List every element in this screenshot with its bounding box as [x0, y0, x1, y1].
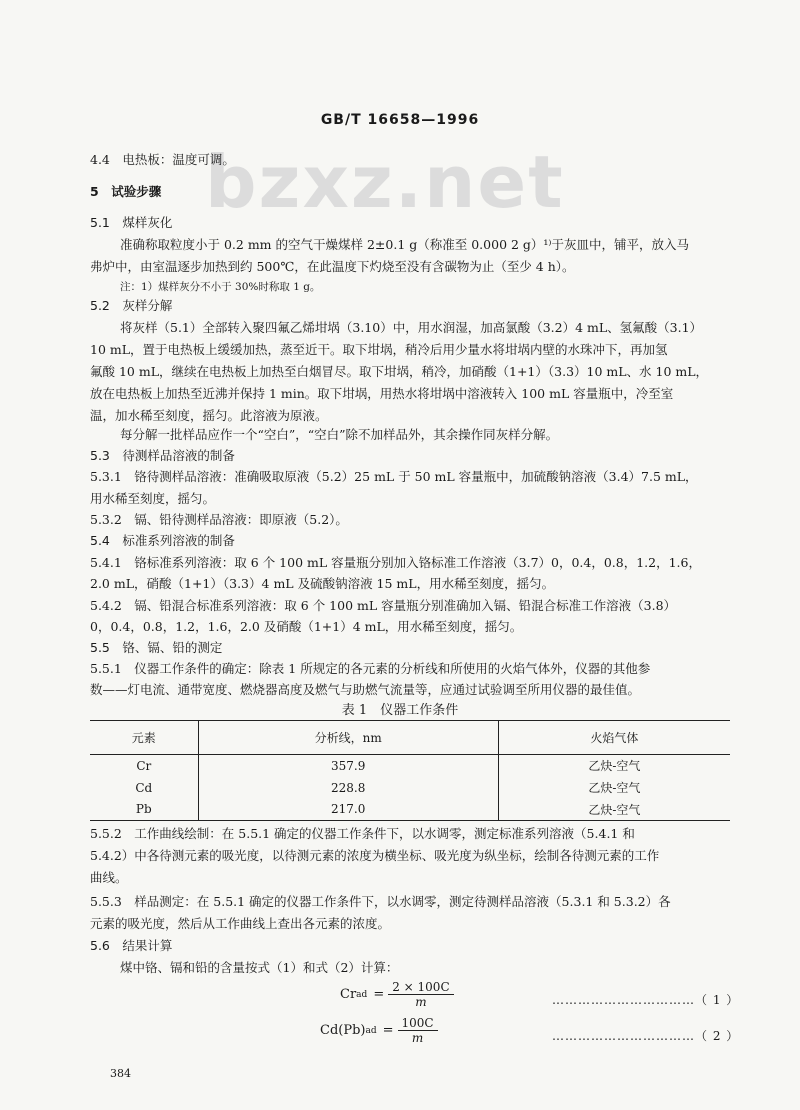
formula-subscript: ad: [356, 989, 368, 1000]
paragraph-line: 放在电热板上加热至近沸并保持 1 min。取下坩埚，用热水将坩埚中溶液转入 100 mL 容量瓶中，冷至室: [90, 386, 674, 401]
formula-denominator: m: [415, 995, 427, 1009]
paragraph-line: 温，加水稀至刻度，摇匀。此溶液为原液。: [90, 408, 328, 423]
page-header: GB/T 16658—1996: [320, 112, 480, 128]
clause-5-5-2: 5.5.2 工作曲线绘制：在 5.5.1 确定的仪器工作条件下，以水调零，测定标准系列溶液（5.4.1 和: [90, 826, 635, 841]
page-number: 384: [110, 1067, 131, 1080]
clause-5-5-1: 5.5.1 仪器工作条件的确定：除表 1 所规定的各元素的分析线和所使用的火焰气体外，仪器的其他参: [90, 661, 651, 676]
clause-5-2-title: 5.2 灰样分解: [90, 298, 173, 313]
paragraph-line: 将灰样（5.1）全部转入聚四氟乙烯坩埚（3.10）中，用水润湿，加高氯酸（3.2）4 mL、氢氟酸（3.1）: [120, 320, 703, 335]
clause-5-3-title: 5.3 待测样品溶液的制备: [90, 448, 235, 463]
clause-5-5-title: 5.5 铬、镉、铅的测定: [90, 640, 223, 655]
formula-subscript: ad: [365, 1025, 377, 1036]
equation-number-2: ……………………………（ 2 ）: [552, 1029, 740, 1043]
clause-5-1-title: 5.1 煤样灰化: [90, 215, 173, 230]
table-caption: 表 1 仪器工作条件: [341, 703, 459, 718]
table-cell: 357.9: [198, 755, 498, 777]
clause-5-6-title: 5.6 结果计算: [90, 938, 173, 953]
instrument-conditions-table: [90, 720, 730, 821]
paragraph-line: 元素的吸光度，然后从工作曲线上查出各元素的浓度。: [90, 916, 391, 931]
table-cell: 228.8: [198, 777, 498, 799]
formula-lhs: Cr: [340, 987, 357, 1002]
paragraph-line: 准确称取粒度小于 0.2 mm 的空气干燥煤样 2±0.1 g（称准至 0.000 2 g）¹⁾于灰皿中，铺平，放入马: [120, 237, 690, 252]
formula-fraction: [398, 1016, 438, 1045]
table-row: [90, 799, 730, 821]
formula-equals: =: [373, 987, 385, 1002]
formula-denominator: m: [411, 1031, 424, 1045]
clause-5-3-1: 5.3.1 铬待测样品溶液：准确吸取原液（5.2）25 mL 于 50 mL 容量瓶中，加硫酸钠溶液（3.4）7.5 mL，: [90, 469, 698, 484]
formula-fraction: [388, 980, 453, 1009]
paragraph-line: 5.4.2）中各待测元素的吸光度，以待测元素的浓度为横坐标、吸光度为纵坐标，绘制各待测元素的工作: [90, 848, 660, 863]
formula-equals: =: [382, 1023, 394, 1038]
section-5-title: 5 试验步骤: [90, 184, 162, 199]
paragraph-line: 曲线。: [90, 870, 128, 885]
clause-5-4-1: 5.4.1 铬标准系列溶液：取 6 个 100 mL 容量瓶分别加入铬标准工作溶液（3.7）0，0.4，0.8，1.2，1.6，: [90, 555, 701, 570]
paragraph-line: 2.0 mL，硝酸（1+1）（3.3）4 mL 及硫酸钠溶液 15 mL，用水稀至刻度，摇匀。: [90, 576, 555, 591]
column-header: 元素: [90, 721, 198, 755]
column-header: 分析线，nm: [198, 721, 498, 755]
table-cell: 217.0: [198, 799, 498, 821]
formula-lhs: Cd(Pb): [320, 1023, 366, 1038]
table-cell: Cr: [136, 758, 152, 773]
table-cell: Cd: [135, 780, 153, 795]
paragraph-line: 0，0.4，0.8，1.2，1.6，2.0 及硝酸（1+1）4 mL，用水稀至刻度，摇匀。: [90, 619, 523, 634]
equation-number-1: ……………………………（ 1 ）: [552, 993, 740, 1007]
table-header-row: [90, 721, 730, 755]
paragraph-line: 煤中铬、镉和铅的含量按式（1）和式（2）计算：: [120, 960, 399, 975]
watermark: bzxz.net: [205, 140, 565, 224]
table-cell: Pb: [90, 799, 198, 821]
formula-2: [320, 1016, 438, 1045]
formula-numerator: 2 × 100C: [388, 980, 453, 995]
paragraph-line: 弗炉中，由室温逐步加热到约 500℃，在此温度下灼烧至没有含碳物为止（至少 4 h）。: [90, 259, 575, 274]
table-cell: 乙炔-空气: [498, 755, 730, 777]
clause-5-4-title: 5.4 标准系列溶液的制备: [90, 533, 235, 548]
clause-4-4: 4.4 电热板：温度可调。: [90, 152, 235, 167]
paragraph-line: 10 mL，置于电热板上缓缓加热，蒸至近干。取下坩埚，稍冷后用少量水将坩埚内壁的水珠冲下，再加氢: [90, 342, 668, 357]
paragraph-line: 数——灯电流、通带宽度、燃烧器高度及燃气与助燃气流量等，应通过试验调至所用仪器的最佳值。: [90, 682, 641, 697]
table-row: [90, 777, 730, 799]
paragraph-line: 用水稀至刻度，摇匀。: [90, 491, 216, 506]
paragraph-line: 每分解一批样品应作一个“空白”，“空白”除不加样品外，其余操作同灰样分解。: [120, 427, 559, 442]
footnote: 注：1）煤样灰分不小于 30%时称取 1 g。: [120, 281, 321, 293]
table-row: [90, 755, 730, 777]
clause-5-5-3: 5.5.3 样品测定：在 5.5.1 确定的仪器工作条件下，以水调零，测定待测样品溶液（5.3.1 和 5.3.2）各: [90, 894, 671, 909]
formula-1: [340, 980, 454, 1009]
table-cell: 乙炔-空气: [498, 777, 730, 799]
paragraph-line: 氟酸 10 mL，继续在电热板上加热至白烟冒尽。取下坩埚，稍冷，加硝酸（1+1）（3.3）10 mL、水 10 mL，: [90, 364, 709, 379]
formula-numerator: 100C: [398, 1016, 438, 1031]
clause-5-4-2: 5.4.2 镉、铅混合标准系列溶液：取 6 个 100 mL 容量瓶分别准确加入镉、铅混合标准工作溶液（3.8）: [90, 598, 677, 613]
clause-5-3-2: 5.3.2 镉、铅待测样品溶液：即原液（5.2）。: [90, 512, 348, 527]
table-cell: 乙炔-空气: [498, 799, 730, 821]
column-header: 火焰气体: [498, 721, 730, 755]
